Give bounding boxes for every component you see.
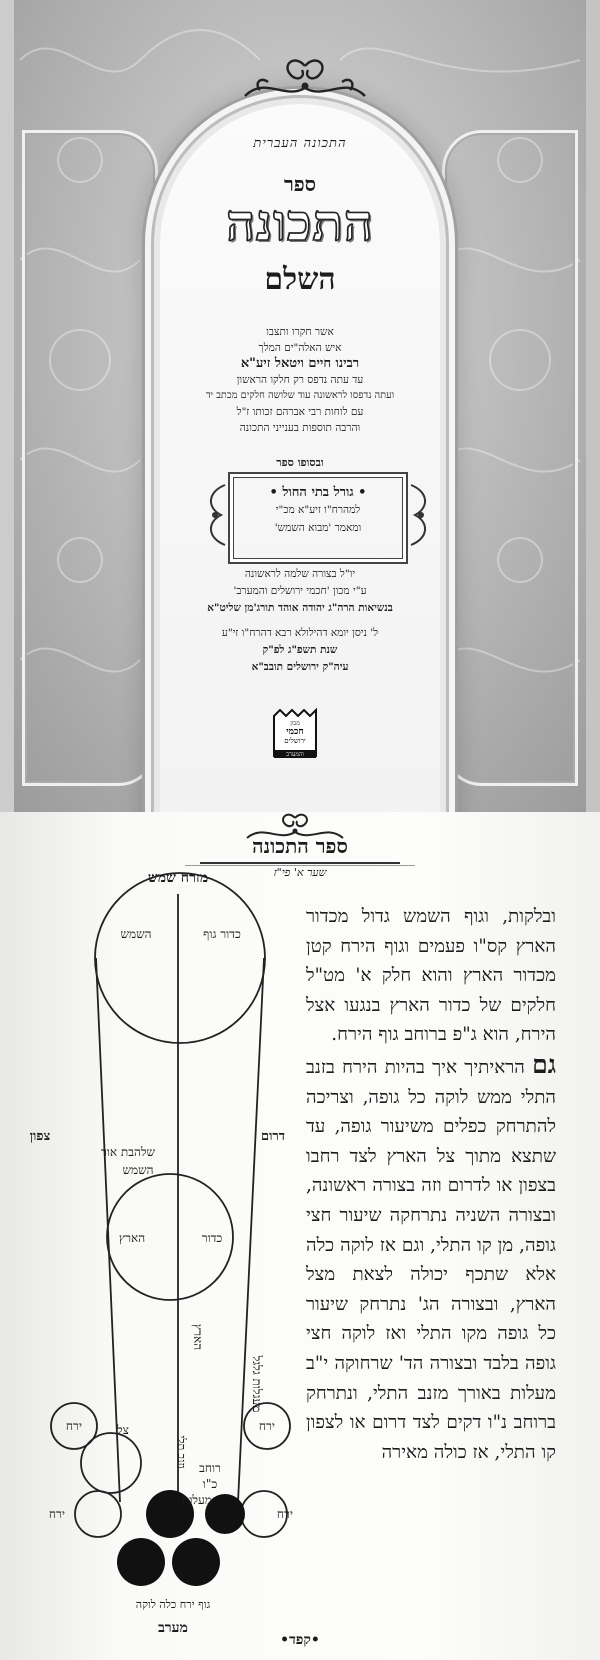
svg-text:חכמי: חכמי: [286, 727, 304, 737]
publisher-logo: [270, 706, 320, 762]
label-width: כ"ו: [202, 1477, 218, 1491]
body-text: [306, 902, 556, 1467]
label-north: צפון: [29, 1129, 51, 1144]
cover-line: איש האלה"ים המלך: [258, 342, 342, 354]
shadow-circle: [81, 1433, 141, 1493]
svg-text:והמערב: והמערב: [286, 751, 304, 758]
chapter-label: שער א' פי"ז: [273, 866, 327, 879]
eclipsed-moon: [117, 1538, 165, 1586]
label-moon: ירח: [276, 1507, 294, 1521]
box-line: למהרח"ו זיע"א מכ"י: [275, 504, 361, 516]
cover-title: התכונה: [226, 193, 374, 252]
label-moon: ירח: [258, 1419, 276, 1433]
label-flame: שלהבת אור: [100, 1145, 156, 1159]
moon-outline-left: [75, 1491, 121, 1537]
addendum-box: [228, 472, 408, 564]
cover-author-block: [160, 324, 440, 436]
opening-word: גם: [532, 1049, 556, 1079]
label-moon: ירח: [48, 1507, 66, 1521]
label-width: מעלות: [182, 1493, 212, 1507]
label-east: מזרח שמש: [147, 870, 209, 886]
label-flame: השמש: [122, 1163, 154, 1177]
cover-line: אשר חקרו ותצבו: [266, 326, 334, 338]
label-width: וזנב תלי: [175, 1435, 188, 1469]
label-zodiac: מעגלות גלגל: [250, 1355, 264, 1413]
cover-line: עד עתה נדפס רק חלקו הראשון: [236, 374, 364, 386]
cover-sefer-word: ספר: [283, 172, 317, 196]
svg-text:מכון: מכון: [290, 720, 300, 727]
label-moon: ירח: [65, 1419, 83, 1433]
cover-line: עם לוחות רבי אברהם זכותו ז"ל: [236, 406, 364, 418]
svg-text:ירושלים: ירושלים: [284, 737, 306, 745]
paragraph: גם הראיתיך איך בהיות הירח בזנב התלי ממש לוקה כל גופה, וצריכה להתרחק כפלים משיעור גופה, עד שתצא מתוך צל הארץ לצד רחבו בצפון או לדרום וזה בצורה ראשונה, ובצורה השניה נתרחקה שיעור חצי גופה, מן קו התלי, וגם אז לוקה כלה אלא שתכף יכולה לצאת מצל הארץ, ובצורה הג' נתרחק שיעור כל גופה מקו התלי ואז לוקה חצי גופה בלבד ובצורה הד' שרחוקה י"ב מעלות באורך מזנב התלי, ונתרחק ברוחב נ"ו דקים לצד דרום או לצפון קו התלי, אז כולה מאירה: [306, 1049, 556, 1463]
crown-ornament-icon: [240, 56, 370, 104]
running-title: ספר התכונה: [252, 834, 348, 858]
label-south: דרום: [260, 1129, 286, 1144]
cover-line: ל' ניסן יומא דהילולא רבא דהרח"ו זי"ע: [221, 627, 379, 639]
paragraph: ובלקות, וגוף השמש גדול מכדור הארץ קס"ו פעמים וגוף הירח קטן מכדור הארץ והוא חלק א' מט"ל חלקים של כדור הארץ בנגעו אצל הירח, הוא ג"פ ברוחב גוף הירח.: [306, 906, 556, 1046]
cover-line: והרבה תוספות בענייני התכונה: [239, 422, 361, 434]
label-earth: כדור: [201, 1231, 223, 1245]
book-cover: [0, 0, 600, 812]
cover-line: ועתה נדפסו לראשונה עוד שלושה חלקים מכתב יד: [205, 390, 395, 401]
cover-line: יו"ל בצורה שלמה לראשונה: [244, 568, 356, 580]
cover-line: רבינו חיים ויטאל זיע"א: [240, 356, 360, 371]
label-width: רוחב: [199, 1461, 221, 1475]
cover-subtitle: התכונה העברית: [253, 136, 347, 151]
cover-line: ע"י מכון 'חכמי ירושלים והמערב': [233, 585, 367, 597]
label-ecliptic: הארץ: [191, 1323, 205, 1351]
cover-title-second-line: השלם: [264, 262, 336, 297]
eclipse-diagram: [0, 812, 300, 1642]
right-frame-panel: [442, 130, 578, 786]
cover-line: בנשיאות הרה"ג יהודה אוהד תורג'מן שליט"א: [207, 602, 393, 614]
left-frame-panel: [22, 130, 158, 786]
label-eclipse: גוף ירח כלה לוקה: [135, 1598, 211, 1611]
label-sun: כדור גוף: [203, 927, 241, 941]
eclipsed-moon: [172, 1538, 220, 1586]
cover-publisher-block: [160, 566, 440, 676]
label-sun: השמש: [120, 927, 152, 941]
cover-line: עיה"ק ירושלים תובב"א: [251, 661, 349, 673]
sun-circle: [95, 873, 265, 1043]
left-scroll-ornament-icon: [203, 480, 229, 550]
addendum-intro: ובסופו ספר: [276, 456, 324, 469]
right-scroll-ornament-icon: [407, 480, 433, 550]
label-shadow: צל: [117, 1423, 129, 1437]
label-west: מערב: [158, 1620, 188, 1636]
box-title: • גורל בתי החול •: [269, 485, 367, 500]
page-number: •קפד•: [280, 1632, 320, 1648]
cover-line: שנת תשפ"ג לפ"ק: [262, 644, 338, 656]
inner-page: [0, 812, 600, 1660]
box-line: ומאמר 'מבוא השמש': [274, 522, 362, 534]
label-earth: הארץ: [118, 1231, 146, 1245]
